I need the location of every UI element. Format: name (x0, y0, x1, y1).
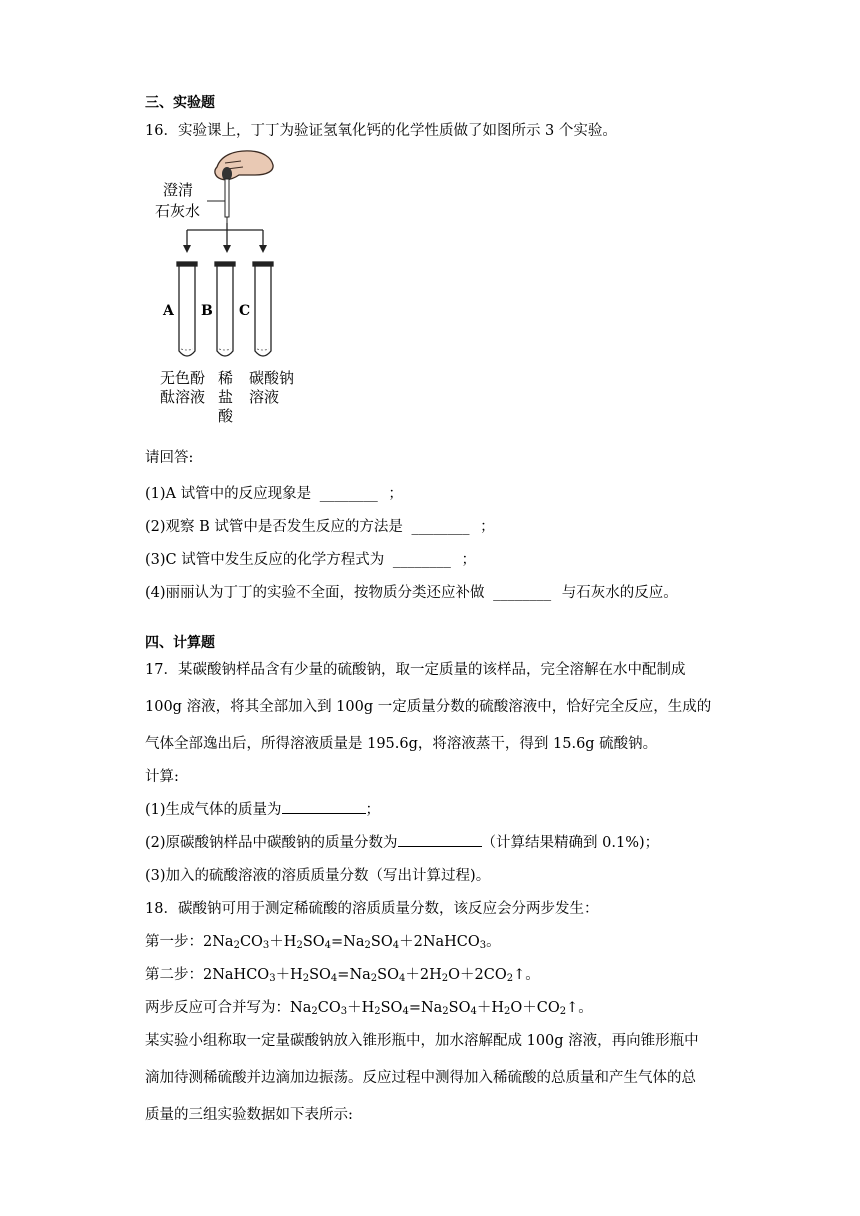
q16-part1 (145, 482, 403, 503)
q16-part4 (145, 581, 678, 602)
q16-p1-blank[interactable]: ________ (319, 486, 378, 502)
tube-a-label-line2: 酞溶液 (160, 388, 206, 406)
q16-prompt: 请回答: (145, 450, 194, 466)
q17-part3: (3)加入的硫酸溶液的溶质质量分数（写出计算过程)。 (145, 868, 491, 884)
q17-part1 (145, 798, 380, 819)
tube-c-letter: C (239, 303, 251, 319)
q17-p1-blank[interactable] (282, 799, 366, 814)
experiment-figure (155, 145, 315, 425)
q16-part2 (145, 515, 495, 536)
q16-p4-blank[interactable]: ________ (493, 585, 552, 601)
q17-p2-blank[interactable] (398, 832, 482, 847)
dropper-and-tubes-diagram (155, 145, 315, 365)
q16-p3-end: ； (461, 552, 476, 568)
q16-p2-blank[interactable]: ________ (411, 519, 470, 535)
q18-line6: 滴加待测稀硫酸并边滴加边振荡。反应过程中测得加入稀硫酸的总质量和产生气体的总 (145, 1070, 696, 1086)
q18-combined: 两步反应可合并写为：$Na_2CO_3+H_2SO_4=Na_2SO_4+H_2O+CO_2↑$。 (145, 1000, 593, 1017)
q16-p1-end: ； (388, 486, 403, 502)
test-tube-c (253, 262, 273, 356)
q17-p1-text: (1)生成气体的质量为 (145, 802, 282, 818)
tube-c-label-line1: 碳酸钠 (249, 369, 295, 387)
tube-b-label-line1: 稀 (218, 369, 234, 387)
q18-line5: 某实验小组称取一定量碳酸钠放入锥形瓶中，加水溶解配成 100g 溶液，再向锥形瓶中 (145, 1033, 699, 1049)
q17-p2-end: （计算结果精确到 0.1%)； (481, 835, 660, 851)
q16-p1-text: (1)A 试管中的反应现象是 (145, 486, 312, 502)
test-tube-b (215, 262, 235, 356)
q16-p3-blank[interactable]: ________ (392, 552, 451, 568)
tube-a-letter: A (163, 303, 174, 319)
section-title-calculation: 四、计算题 (145, 635, 215, 651)
q17-part2 (145, 831, 659, 852)
section-title-experiment: 三、实验题 (145, 95, 215, 111)
q16-p2-end: ； (480, 519, 495, 535)
tube-b-label-line2: 盐 (218, 388, 234, 406)
q18-step1-label: 第一步： (145, 934, 203, 950)
q16-p4-text: (4)丽丽认为丁丁的实验不全面，按物质分类还应补做 (145, 585, 485, 601)
q17-line3: 气体全部逸出后，所得溶液质量是 195.6g，将溶液蒸干，得到 15.6g 硫酸钠。 (145, 736, 658, 752)
q18-step1: 第一步：$2Na_2CO_3+H_2SO_4=Na_2SO_4+2NaHCO_3$。 (145, 934, 501, 951)
q16-stem: 16．实验课上，丁丁为验证氢氧化钙的化学性质做了如图所示 3 个实验。 (145, 123, 617, 139)
q17-line1: 17．某碳酸钠样品含有少量的硫酸钠，取一定质量的该样品，完全溶解在水中配制成 (145, 662, 686, 678)
q16-part3 (145, 548, 476, 569)
reagent-label-line1: 澄清 (163, 181, 194, 199)
tube-b-label-line3: 酸 (218, 407, 234, 425)
q18-step2: 第二步：$2NaHCO_3+H_2SO_4=Na_2SO_4+2H_2O+2CO_2↑$。 (145, 967, 540, 984)
tube-b-letter: B (201, 303, 213, 319)
q18-line1: 18．碳酸钠可用于测定稀硫酸的溶质质量分数，该反应会分两步发生： (145, 901, 599, 917)
q16-p3-text: (3)C 试管中发生反应的化学方程式为 (145, 552, 385, 568)
q16-p2-text: (2)观察 B 试管中是否发生反应的方法是 (145, 519, 403, 535)
q17-p2-text: (2)原碳酸钠样品中碳酸钠的质量分数为 (145, 835, 398, 851)
q17-calc: 计算: (145, 769, 179, 785)
q18-combined-label: 两步反应可合并写为： (145, 1000, 290, 1016)
q16-p4-end: 与石灰水的反应。 (561, 585, 678, 601)
tube-a-label-line1: 无色酚 (160, 369, 206, 387)
q18-line7: 质量的三组实验数据如下表所示: (145, 1107, 353, 1123)
tube-c-label-line2: 溶液 (249, 388, 280, 406)
q17-p1-end: ； (365, 802, 381, 818)
reagent-label-line2: 石灰水 (155, 202, 201, 220)
q18-step2-label: 第二步： (145, 967, 203, 983)
q17-line2: 100g 溶液，将其全部加入到 100g 一定质量分数的硫酸溶液中，恰好完全反应，生成的 (145, 699, 712, 715)
test-tube-a (177, 262, 197, 356)
